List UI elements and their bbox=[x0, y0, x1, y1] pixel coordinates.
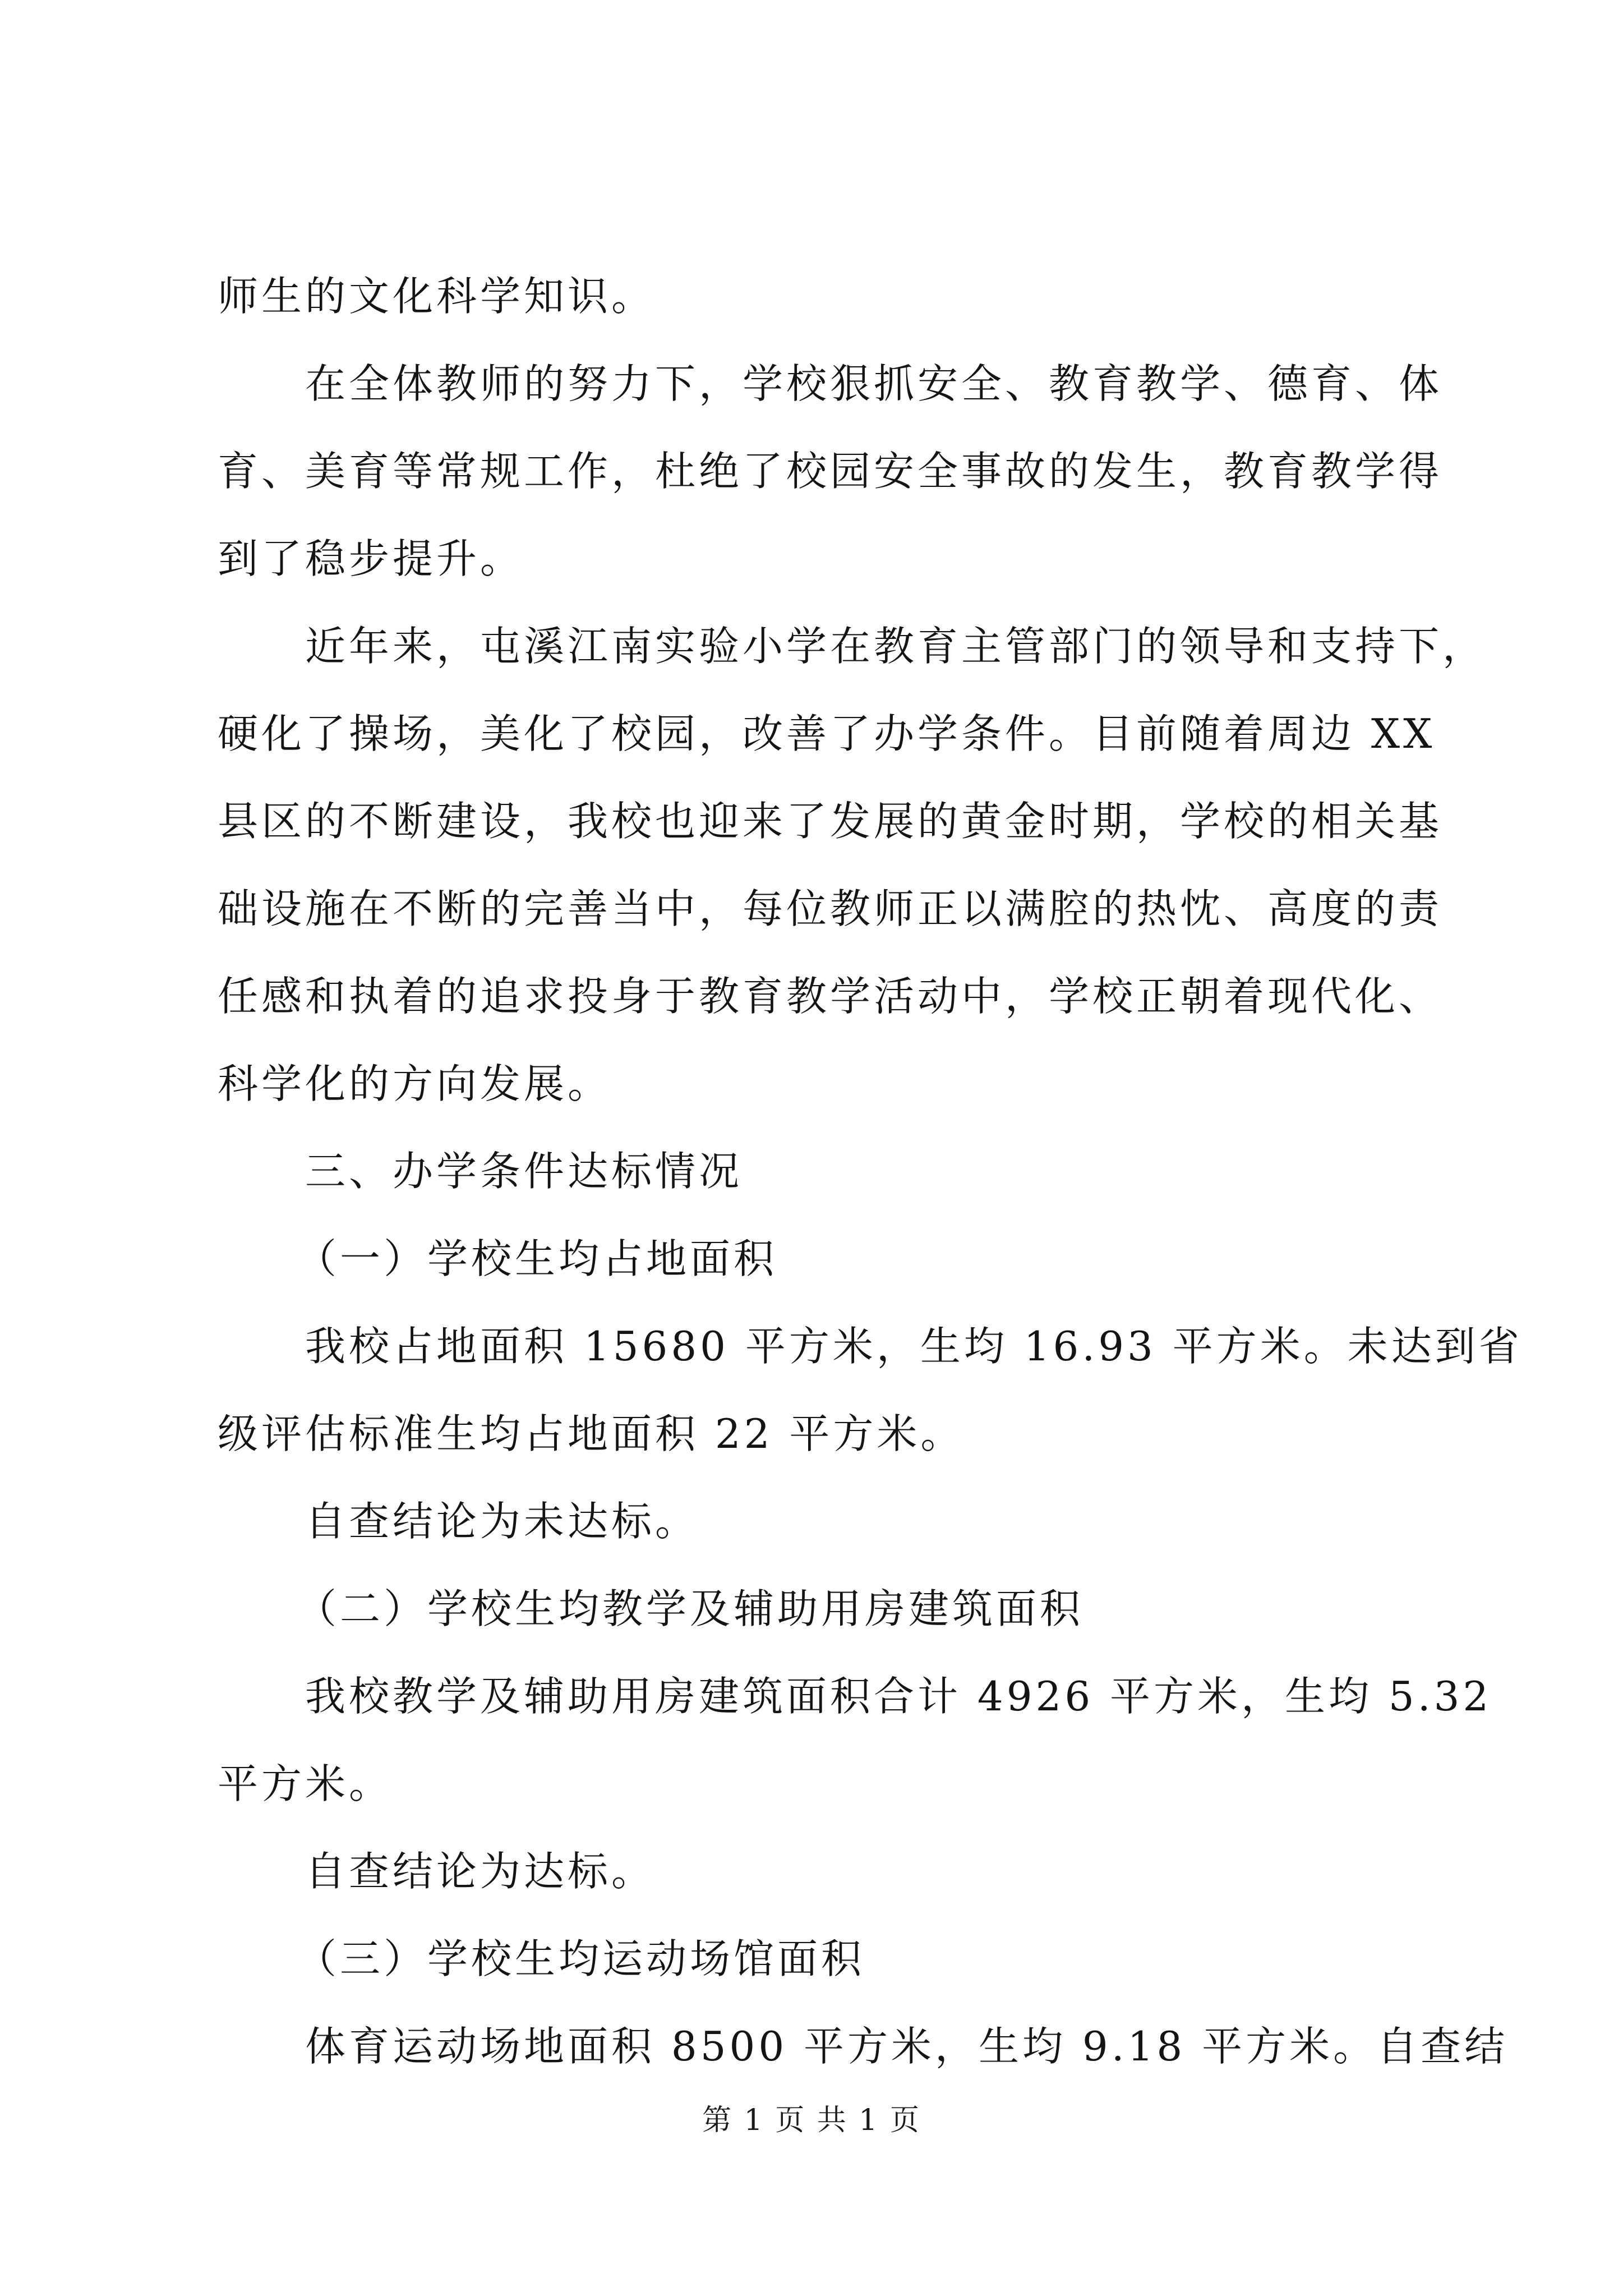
paragraph-start-line: 体育运动场地面积 8500 平方米，生均 9.18 平方米。自查结 bbox=[305, 2023, 1509, 2070]
text-line: 硬化了操场，美化了校园，改善了办学条件。目前随着周边 XX bbox=[218, 710, 1436, 757]
paragraph-start-line: 我校占地面积 15680 平方米，生均 16.93 平方米。未达到省 bbox=[305, 1323, 1523, 1370]
text-line: 育、美育等常规工作，杜绝了校园安全事故的发生，教育教学得 bbox=[218, 448, 1443, 495]
text-line: 科学化的方向发展。 bbox=[218, 1060, 612, 1107]
subsection-heading: （一）学校生均占地面积 bbox=[296, 1235, 778, 1282]
text-line: 师生的文化科学知识。 bbox=[218, 273, 656, 320]
text-line: 础设施在不断的完善当中，每位教师正以满腔的热忱、高度的责 bbox=[218, 885, 1443, 932]
section-heading: 三、办学条件达标情况 bbox=[305, 1148, 743, 1195]
conclusion-line: 自查结论为未达标。 bbox=[305, 1498, 699, 1545]
conclusion-line: 自查结论为达标。 bbox=[305, 1848, 656, 1895]
paragraph-start-line: 我校教学及辅助用房建筑面积合计 4926 平方米，生均 5.32 bbox=[305, 1673, 1492, 1720]
paragraph-start-line: 在全体教师的努力下，学校狠抓安全、教育教学、德育、体 bbox=[305, 360, 1443, 407]
subsection-heading: （二）学校生均教学及辅助用房建筑面积 bbox=[296, 1585, 1084, 1632]
subsection-heading: （三）学校生均运动场馆面积 bbox=[296, 1935, 865, 1982]
paragraph-start-line: 近年来，屯溪江南实验小学在教育主管部门的领导和支持下， bbox=[305, 623, 1487, 670]
text-line: 任感和执着的追求投身于教育教学活动中，学校正朝着现代化、 bbox=[218, 973, 1443, 1020]
text-line: 到了稳步提升。 bbox=[218, 535, 524, 582]
text-line: 级评估标准生均占地面积 22 平方米。 bbox=[218, 1410, 965, 1457]
text-line: 县区的不断建设，我校也迎来了发展的黄金时期，学校的相关基 bbox=[218, 798, 1443, 845]
page-footer: 第 1 页 共 1 页 bbox=[702, 2104, 921, 2137]
text-line: 平方米。 bbox=[218, 1760, 393, 1807]
document-body bbox=[218, 252, 1523, 2090]
